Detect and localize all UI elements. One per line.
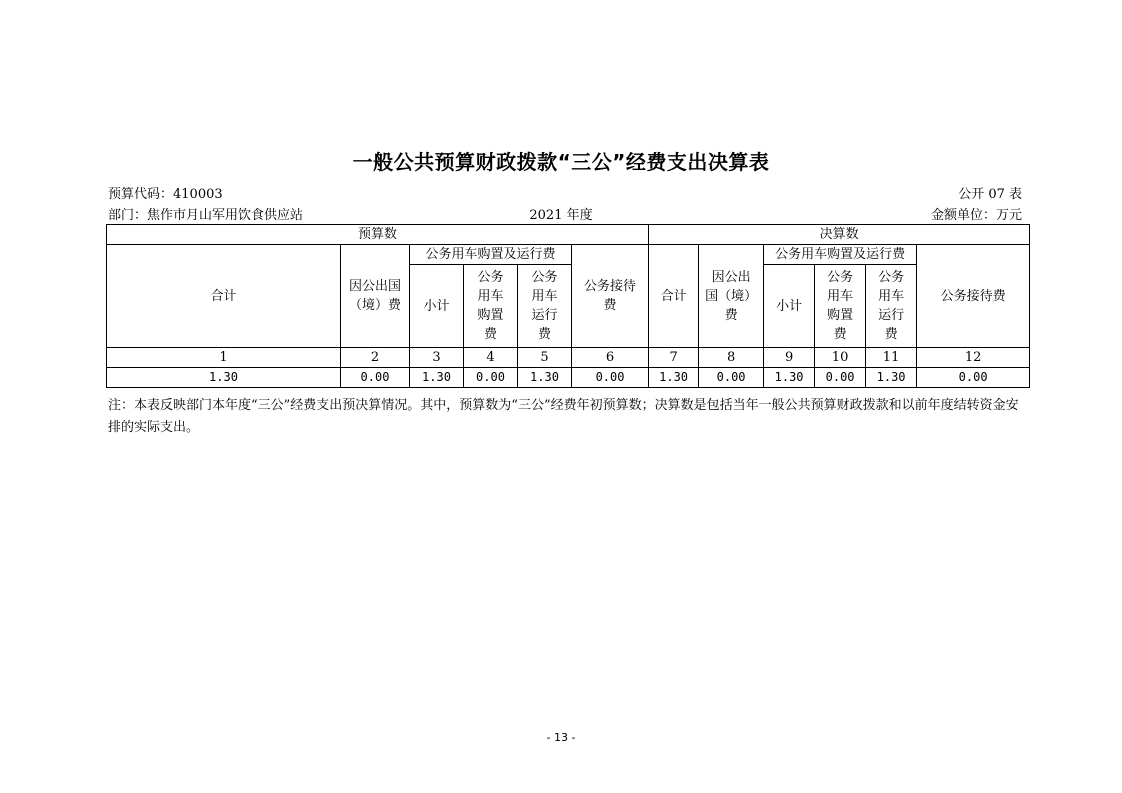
- budget-purchase-value: 0.00: [464, 368, 518, 388]
- budget-reception-value: 0.00: [572, 368, 649, 388]
- budget-subtotal-header: 小计: [410, 265, 464, 348]
- final-group-header: 决算数: [649, 225, 1030, 245]
- department: 部门：焦作市月山军用饮食供应站: [108, 208, 304, 223]
- page-title: 一般公共预算财政拨款“三公”经费支出决算表: [352, 150, 770, 174]
- final-total-header: 合计: [649, 245, 699, 348]
- index-cell: 6: [572, 348, 649, 368]
- final-subtotal-value: 1.30: [764, 368, 815, 388]
- index-cell: 3: [410, 348, 464, 368]
- form-number: 公开 07 表: [958, 187, 1022, 202]
- index-cell: 1: [107, 348, 341, 368]
- page-number: - 13 -: [546, 731, 576, 744]
- budget-subtotal-value: 1.30: [410, 368, 464, 388]
- column-index-row: [107, 348, 1030, 368]
- table-note: 注：本表反映部门本年度“三公”经费支出预决算情况。其中，预算数为“三公”经费年初预算数；决算数是包括当年一般公共预算财政拨款和以前年度结转资金安排的实际支出。: [108, 398, 1019, 435]
- index-cell: 10: [815, 348, 866, 368]
- final-reception-header: 公务接待费: [917, 245, 1030, 348]
- budget-code: 预算代码：410003: [108, 187, 223, 202]
- index-cell: 4: [464, 348, 518, 368]
- index-cell: 2: [341, 348, 410, 368]
- index-cell: 11: [866, 348, 917, 368]
- index-cell: 5: [518, 348, 572, 368]
- final-purchase-value: 0.00: [815, 368, 866, 388]
- three-public-expenses-table: [106, 224, 1030, 388]
- index-cell: 7: [649, 348, 699, 368]
- amount-unit: 金额单位：万元: [930, 208, 1022, 223]
- fiscal-year: 2021 年度: [529, 208, 593, 223]
- budget-vehicle-group-header: 公务用车购置及运行费: [410, 245, 572, 265]
- budget-running-header: 公务 用车 运行 费: [518, 265, 572, 348]
- budget-abroad-value: 0.00: [341, 368, 410, 388]
- value-row: [107, 368, 1030, 388]
- budget-total-header: 合计: [107, 245, 341, 348]
- budget-running-value: 1.30: [518, 368, 572, 388]
- budget-total-value: 1.30: [107, 368, 341, 388]
- final-abroad-header: 因公出 国（境） 费: [699, 245, 764, 348]
- budget-purchase-header: 公务 用车 购置 费: [464, 265, 518, 348]
- budget-reception-header: 公务接待 费: [572, 245, 649, 348]
- final-reception-value: 0.00: [917, 368, 1030, 388]
- final-total-value: 1.30: [649, 368, 699, 388]
- final-running-header: 公务 用车 运行 费: [866, 265, 917, 348]
- budget-abroad-header: 因公出国 （境）费: [341, 245, 410, 348]
- index-cell: 8: [699, 348, 764, 368]
- budget-group-header: 预算数: [107, 225, 649, 245]
- final-purchase-header: 公务 用车 购置 费: [815, 265, 866, 348]
- index-cell: 12: [917, 348, 1030, 368]
- final-running-value: 1.30: [866, 368, 917, 388]
- final-abroad-value: 0.00: [699, 368, 764, 388]
- index-cell: 9: [764, 348, 815, 368]
- final-vehicle-group-header: 公务用车购置及运行费: [764, 245, 917, 265]
- final-subtotal-header: 小计: [764, 265, 815, 348]
